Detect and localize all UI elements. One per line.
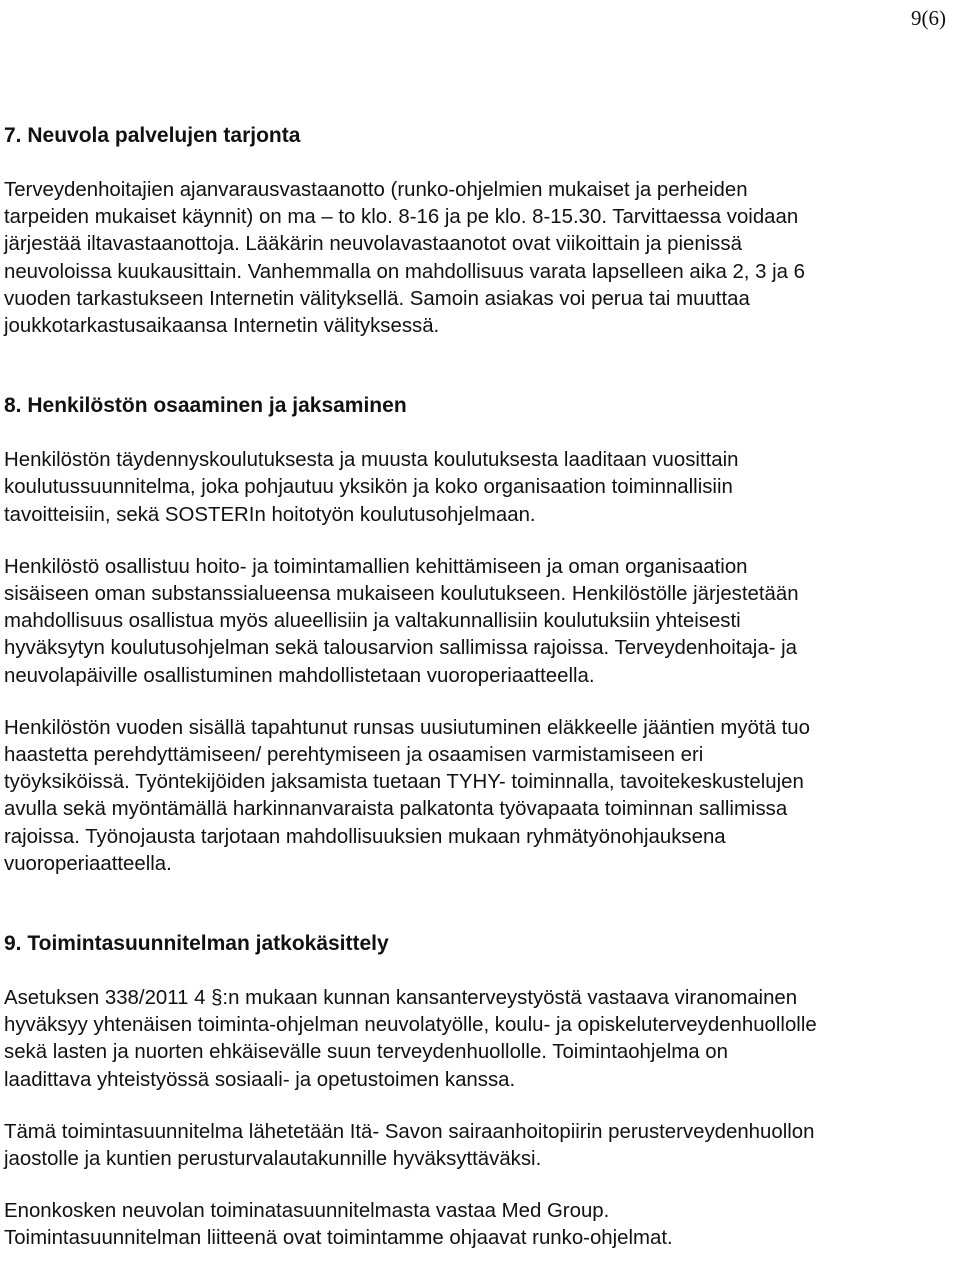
page-number: 9(6) <box>911 6 946 30</box>
text-line: Toimintasuunnitelman liitteenä ovat toimintamme ohjaavat runko-ohjelmat. <box>4 1227 673 1250</box>
text-line: sekä lasten ja nuorten ehkäisevälle suun terveydenhuollolle. Toimintaohjelma on <box>4 1041 728 1064</box>
text-line: rajoissa. Työnojausta tarjotaan mahdollisuuksien mukaan ryhmätyönohjauksena <box>4 825 726 848</box>
body-paragraph <box>4 177 954 340</box>
text-line: Henkilöstön täydennyskoulutuksesta ja muusta koulutuksesta laaditaan vuosittain <box>4 449 739 472</box>
text-line: neuvolapäiville osallistuminen mahdollistetaan vuoroperiaatteella. <box>4 664 595 687</box>
text-line: Enonkosken neuvolan toiminatasuunnitelmasta vastaa Med Group. <box>4 1200 610 1223</box>
text-line: Terveydenhoitajien ajanvarausvastaanotto (runko-ohjelmien mukaiset ja perheiden <box>4 179 748 201</box>
spacer <box>4 151 954 177</box>
text-line: neuvoloissa kuukausittain. Vanhemmalla on mahdollisuus varata lapselleen aika 2, 3 ja 6 <box>4 260 805 283</box>
section-heading: 9. Toimintasuunnitelman jatkokäsittely <box>4 932 389 956</box>
spacer <box>4 421 954 447</box>
text-line: vuoroperiaatteella. <box>4 852 172 875</box>
text-line: hyväksytyn koulutusohjelman sekä talousarvion sallimissa rajoissa. Terveydenhoitaja- ja <box>4 637 797 660</box>
text-line: koulutussuunnitelma, joka pohjautuu yksikön ja koko organisaation toiminnallisiin <box>4 476 733 499</box>
text-line: avulla sekä myöntämällä harkinnanvaraista palkatonta työvapaata toiminnan sallimissa <box>4 798 788 821</box>
text-line: järjestää iltavastaanottoja. Lääkärin neuvolavastaanotot ovat viikoittain ja pienissä <box>4 233 742 256</box>
text-line: joukkotarkastusaikaansa Internetin välityksessä. <box>4 315 440 338</box>
body-paragraph <box>4 985 954 1094</box>
text-line: haastetta perehdyttämiseen/ perehtymiseen ja osaamisen varmistamiseen eri <box>4 744 704 767</box>
text-line: laadittava yhteistyössä sosiaali- ja opetustoimen kanssa. <box>4 1068 516 1091</box>
body-paragraph <box>4 715 954 878</box>
spacer <box>4 690 954 715</box>
text-line: mahdollisuus osallistua myös alueellisiin ja valtakunnallisiin koulutuksiin yhteisesti <box>4 610 741 633</box>
text-line: Tämä toimintasuunnitelma lähetetään Itä- Savon sairaanhoitopiirin perusterveydenhuollon <box>4 1120 815 1143</box>
text-line: sisäiseen oman substanssialueensa mukaiseen koulutukseen. Henkilöstölle järjestetään <box>4 583 799 606</box>
text-line: tarpeiden mukaiset käynnit) on ma – to klo. 8-16 ja pe klo. 8-15.30. Tarvittaessa voidaan <box>4 206 799 229</box>
text-line: Asetuksen 338/2011 4 §:n mukaan kunnan kansanterveystyöstä vastaava viranomainen <box>4 987 798 1010</box>
section-heading: 7. Neuvola palvelujen tarjonta <box>4 124 301 147</box>
body-paragraph <box>4 1119 954 1173</box>
text-line: Henkilöstö osallistuu hoito- ja toimintamallien kehittämiseen ja oman organisaation <box>4 555 748 578</box>
document-body <box>4 121 954 1253</box>
text-line: tavoitteisiin, sekä SOSTERIn hoitotyön koulutusohjelmaan. <box>4 503 536 526</box>
text-line: työyksiköissä. Työntekijöiden jaksamista tuetaan TYHY- toiminnalla, tavoitekeskustelujen <box>4 771 804 794</box>
body-paragraph <box>4 1198 954 1252</box>
spacer <box>4 959 954 985</box>
spacer <box>4 1094 954 1119</box>
spacer <box>4 340 954 391</box>
spacer <box>4 1173 954 1198</box>
body-paragraph <box>4 554 954 690</box>
text-line: hyväksyy yhtenäisen toiminta-ohjelman neuvolatyölle, koulu- ja opiskeluterveydenhuollolle <box>4 1014 817 1037</box>
text-line: vuoden tarkastukseen Internetin välityksellä. Samoin asiakas voi perua tai muuttaa <box>4 287 750 310</box>
body-paragraph <box>4 447 954 529</box>
text-line: jaostolle ja kuntien perusturvalautakunnille hyväksyttäväksi. <box>4 1148 542 1171</box>
spacer <box>4 878 954 929</box>
section-heading: 8. Henkilöstön osaaminen ja jaksaminen <box>4 394 407 418</box>
text-line: Henkilöstön vuoden sisällä tapahtunut runsas uusiutuminen eläkkeelle jääntien myötä tuo <box>4 716 810 739</box>
spacer <box>4 529 954 554</box>
